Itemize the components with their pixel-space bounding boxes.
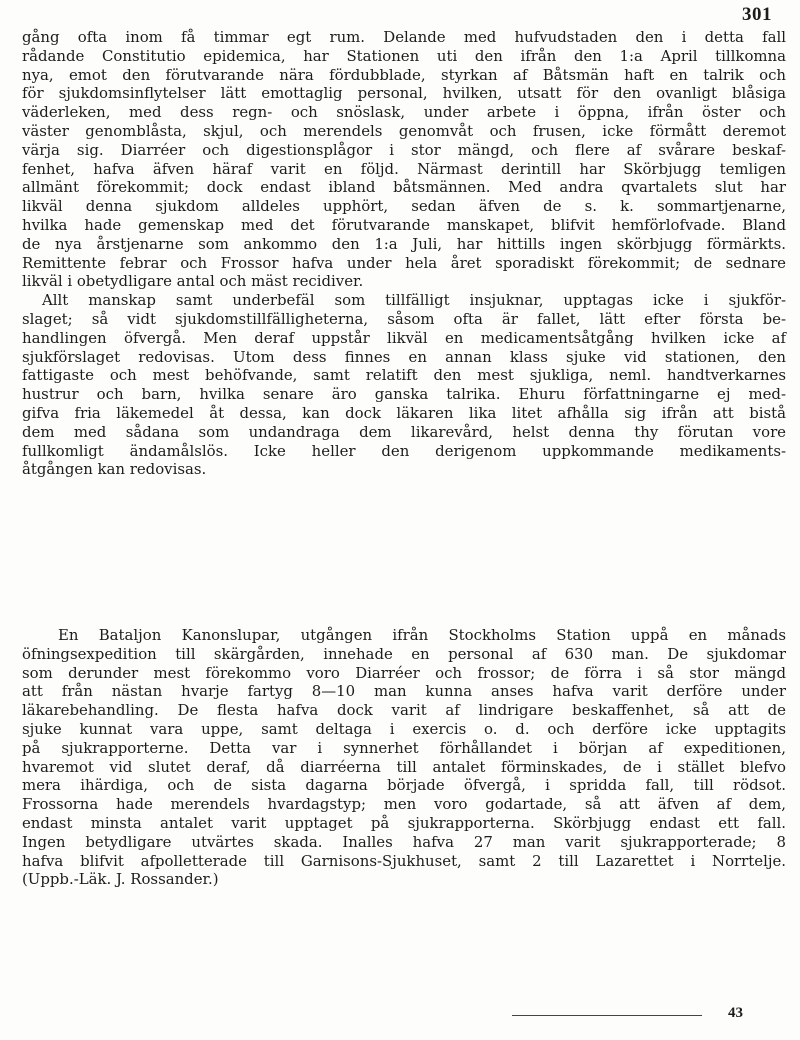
text-line: hvilka hade gemenskap med det förutvarande manskapet, blifvit hemförlofvade. Bland: [22, 215, 786, 234]
page-number: 301: [742, 4, 772, 25]
text-line: Frossorna hade merendels hvardagstyp; men voro godartade, så att äfven af dem,: [22, 795, 786, 814]
text-line: gång ofta inom få timmar egt rum. Delande med hufvudstaden den i detta fall: [22, 28, 786, 46]
text-line: hvaremot vid slutet deraf, då diarréerna till antalet förminskades, de i stället blefvo: [22, 757, 786, 776]
text-line: värja sig. Diarréer och digestionsplågor i stor mängd, och flere af svårare beskaf-: [22, 140, 786, 159]
text-line: för sjukdomsinflytelser lätt emottaglig personal, hvilken, utsatt för den ovanligt blåsiga: [22, 84, 786, 103]
text-line: hafva blifvit afpolletterade till Garnisons-Sjukhuset, samt 2 till Lazarettet i Norrtelje.: [22, 851, 786, 870]
text-line: fenhet, hafva äfven häraf varit en följd. Närmast derintill har Skörbjugg temligen: [22, 159, 786, 178]
text-line: på sjukrapporterne. Detta var i synnerhet förhållandet i början af expeditionen,: [22, 738, 786, 757]
text-line: slaget; så vidt sjukdomstillfälligheterna, såsom ofta är fallet, lätt efter första be-: [22, 309, 786, 328]
text-line: endast minsta antalet varit upptaget på sjukrapporterna. Skörbjugg endast ett fall.: [22, 813, 786, 832]
text-line: fullkomligt ändamålslös. Icke heller den derigenom uppkommande medikaments-: [22, 441, 786, 460]
text-line: fattigaste och mest behöfvande, samt relatift den mest sjukliga, neml. handtverkarnes: [22, 366, 786, 385]
text-line: sjuke kunnat vara uppe, samt deltaga i exercis o. d. och derföre icke upptagits: [22, 719, 786, 738]
text-line: att från nästan hvarje fartyg 8—10 man kunna anses hafva varit derföre under: [22, 682, 786, 701]
text-line: läkarebehandling. De flesta hafva dock varit af lindrigare beskaffenhet, så att de: [22, 701, 786, 720]
text-line: mera ihärdiga, och de sista dagarna började öfvergå, i spridda fall, till rödsot.: [22, 776, 786, 795]
text-line: öfningsexpedition till skärgården, innehade en personal af 630 man. De sjukdomar: [22, 644, 786, 663]
footer-rule: [512, 1015, 702, 1016]
text-line: likväl denna sjukdom alldeles upphört, sedan äfven de s. k. sommartjenarne,: [22, 197, 786, 216]
text-line: Allt manskap samt underbefäl som tillfälligt insjuknar, upptagas icke i sjukför-: [42, 291, 786, 310]
text-line: likväl i obetydligare antal och mäst recidiver.: [22, 272, 364, 291]
text-line: som derunder mest förekommo voro Diarréer och frossor; de förra i så stor mängd: [22, 663, 786, 682]
text-line: dem med sådana som undandraga dem likarevård, helst denna thy förutan vore: [22, 422, 786, 441]
text-line: nya, emot den förutvarande nära fördubblade, styrkan af Båtsmän haft en talrik och: [22, 65, 786, 84]
text-line: handlingen öfvergå. Men deraf uppstår likväl en medicamentsåtgång hvilken icke af: [22, 328, 786, 347]
text-line: väster genomblåsta, skjul, och merendels genomvåt och frusen, icke förmått deremot: [22, 121, 786, 140]
text-line: väderleken, med dess regn- och snöslask, under arbete i öppna, ifrån öster och: [22, 103, 786, 122]
text-line: de nya årstjenarne som ankommo den 1:a Juli, har hittills ingen skörbjugg förmärkts.: [22, 234, 786, 253]
signature: (Uppb.-Läk. J. Rossander.): [22, 870, 219, 889]
signature-mark: 43: [728, 1005, 743, 1021]
text-line: sjukförslaget redovisas. Utom dess finnes en annan klass sjuke vid stationen, den: [22, 347, 786, 366]
text-line: Ingen betydligare utvärtes skada. Inalles hafva 27 man varit sjukrapporterade; 8: [22, 832, 786, 851]
text-line: En Bataljon Kanonslupar, utgången ifrån Stockholms Station uppå en månads: [58, 626, 786, 644]
text-line: hustrur och barn, hvilka senare äro ganska talrika. Ehuru författningarne ej med-: [22, 385, 786, 404]
paragraph-2: [22, 626, 786, 889]
text-line: gifva fria läkemedel åt dessa, kan dock läkaren lika litet afhålla sig ifrån att bistå: [22, 403, 786, 422]
paragraph-1: [22, 28, 786, 479]
text-line: Remittente febrar och Frossor hafva under hela året sporadiskt förekommit; de sednare: [22, 253, 786, 272]
text-line: åtgången kan redovisas.: [22, 460, 207, 479]
text-line: rådande Constitutio epidemica, har Stationen uti den ifrån den 1:a April tillkomna: [22, 46, 786, 65]
text-line: allmänt förekommit; dock endast ibland båtsmännen. Med andra qvartalets slut har: [22, 178, 786, 197]
